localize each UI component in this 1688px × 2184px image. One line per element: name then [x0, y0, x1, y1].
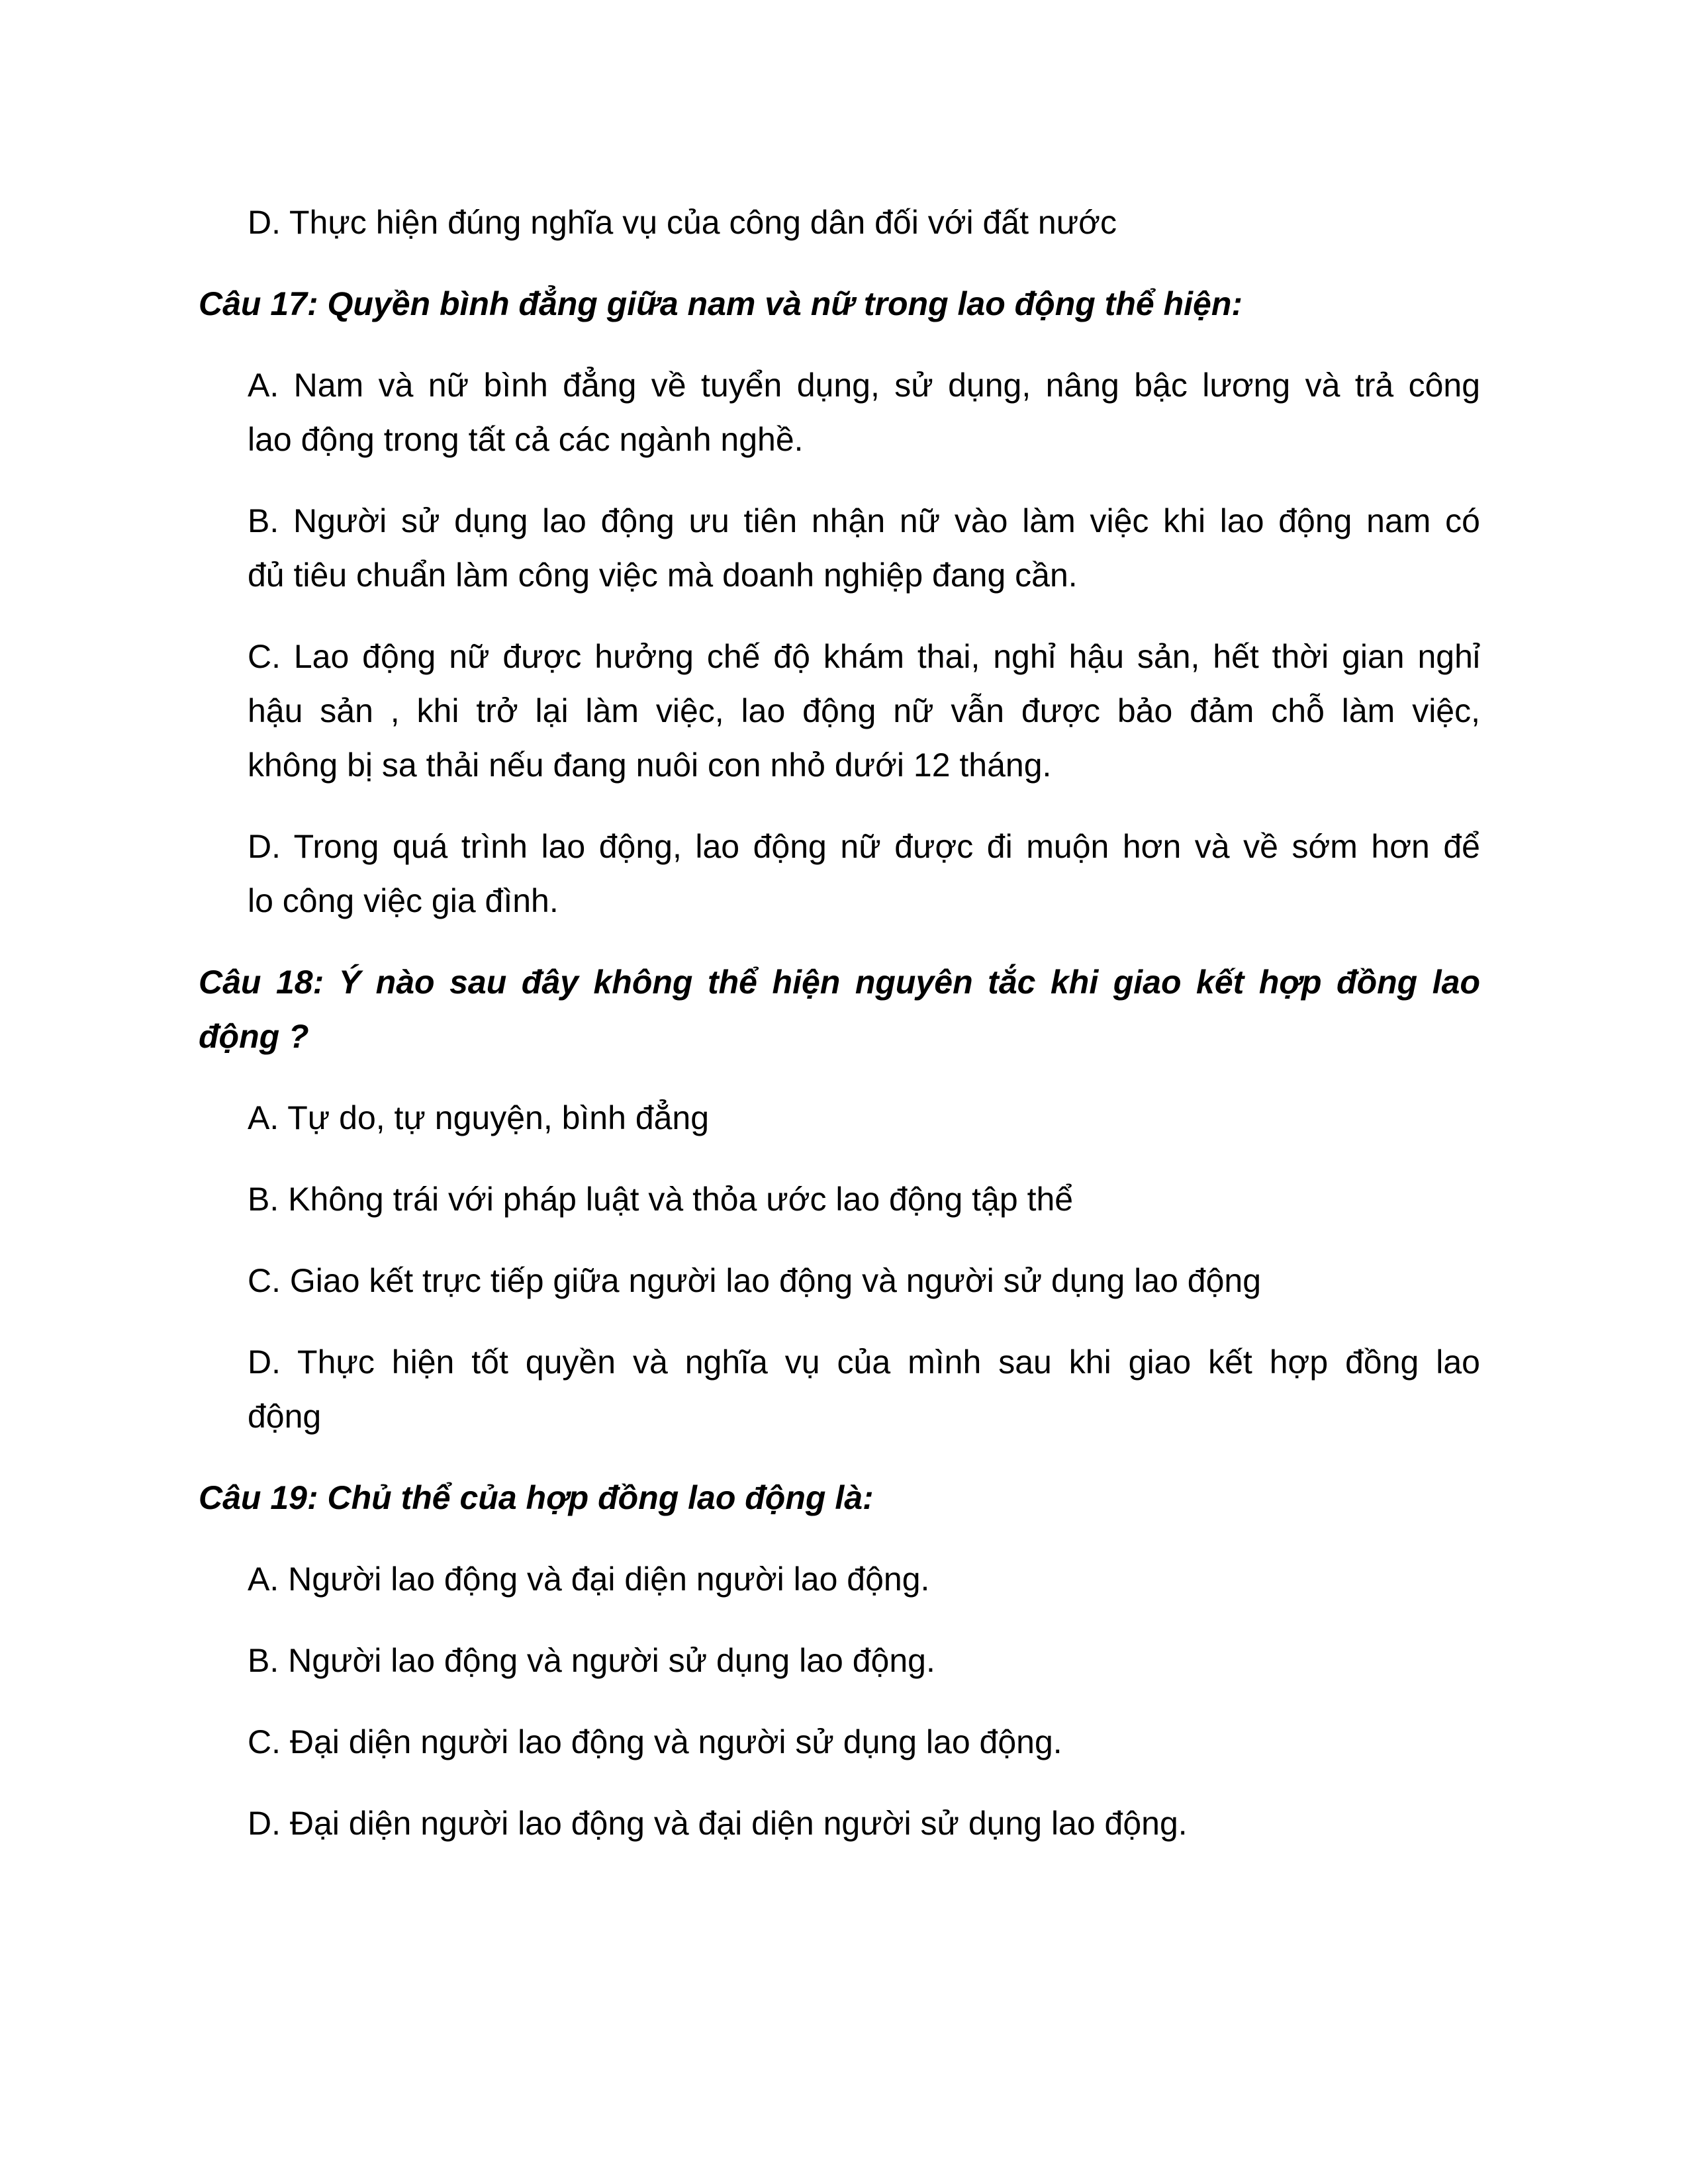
question-18-title-line1: Câu 18: Ý nào sau đây không thể hiện nguyên tắc khi giao kết hợp đồng lao — [199, 964, 1480, 1001]
q17-option-d-line2: lo công việc gia đình. — [248, 882, 559, 919]
q19-option-c: C. Đại diện người lao động và người sử dụng lao động. — [248, 1723, 1062, 1760]
prev-option-d: D. Thực hiện đúng nghĩa vụ của công dân đối với đất nước — [248, 204, 1117, 241]
q17-option-c-line2: hậu sản , khi trở lại làm việc, lao động nữ vẫn được bảo đảm chỗ làm việc, — [248, 692, 1480, 729]
q18-option-b: B. Không trái với pháp luật và thỏa ước lao động tập thể — [248, 1181, 1074, 1218]
question-19-title: Câu 19: Chủ thể của hợp đồng lao động là: — [199, 1479, 874, 1516]
q18-option-c: C. Giao kết trực tiếp giữa người lao động và người sử dụng lao động — [248, 1262, 1262, 1299]
q17-option-a-line2: lao động trong tất cả các ngành nghề. — [248, 421, 804, 458]
q18-option-d-line2: động — [248, 1398, 322, 1435]
q17-option-c-line1: C. Lao động nữ được hưởng chế độ khám thai, nghỉ hậu sản, hết thời gian nghỉ — [248, 638, 1480, 675]
q17-option-d-line1: D. Trong quá trình lao động, lao động nữ được đi muộn hơn và về sớm hơn để — [248, 828, 1480, 865]
q19-option-b: B. Người lao động và người sử dụng lao động. — [248, 1642, 935, 1679]
question-18-title-line2: động ? — [199, 1018, 309, 1055]
q17-option-b-line1: B. Người sử dụng lao động ưu tiên nhận nữ vào làm việc khi lao động nam có — [248, 502, 1480, 539]
q18-option-a: A. Tự do, tự nguyện, bình đẳng — [248, 1099, 710, 1136]
q17-option-b-line2: đủ tiêu chuẩn làm công việc mà doanh nghiệp đang cần. — [248, 557, 1078, 594]
q17-option-a-line1: A. Nam và nữ bình đẳng về tuyển dụng, sử dụng, nâng bậc lương và trả công — [248, 367, 1480, 404]
q17-option-c-line3: không bị sa thải nếu đang nuôi con nhỏ dưới 12 tháng. — [248, 747, 1052, 784]
q19-option-d: D. Đại diện người lao động và đại diện người sử dụng lao động. — [248, 1805, 1188, 1842]
q19-option-a: A. Người lao động và đại diện người lao động. — [248, 1561, 930, 1598]
question-17-title: Câu 17: Quyền bình đẳng giữa nam và nữ trong lao động thể hiện: — [199, 285, 1243, 322]
q18-option-d-line1: D. Thực hiện tốt quyền và nghĩa vụ của mình sau khi giao kết hợp đồng lao — [248, 1343, 1480, 1381]
